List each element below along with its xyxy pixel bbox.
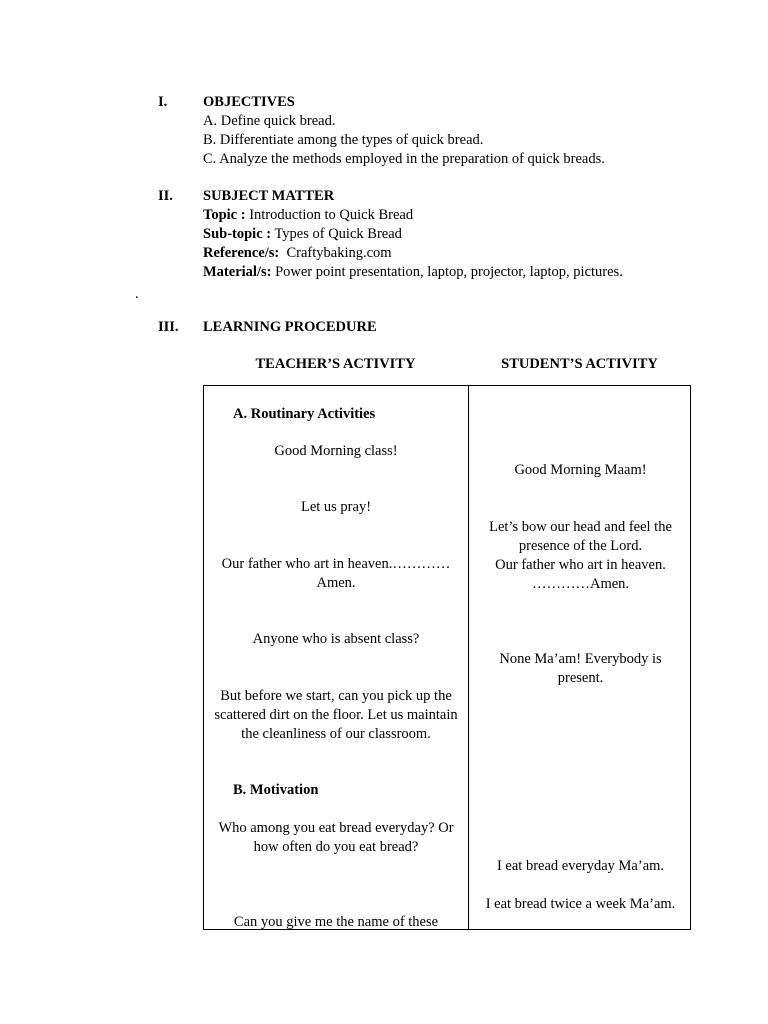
student-line: I eat bread everyday Ma’am.: [496, 858, 665, 874]
section-a-heading: A. Routinary Activities: [233, 406, 376, 422]
teacher-line: Good Morning class!: [274, 443, 398, 459]
section-b-heading: B. Motivation: [233, 782, 319, 798]
subject-row-reference: [203, 244, 392, 263]
teacher-line: Who among you eat bread everyday? Or how often do you eat bread?: [218, 820, 454, 855]
objective-item: A. Define quick bread.: [203, 113, 336, 129]
student-activity-header: STUDENT’S ACTIVITY: [501, 356, 658, 372]
materials-value: Power point presentation, laptop, projector, laptop, pictures.: [271, 264, 623, 280]
student-line: I eat bread twice a week Ma’am.: [485, 896, 676, 912]
materials-label: Material/s:: [203, 264, 272, 280]
objectives-heading: OBJECTIVES: [203, 94, 295, 110]
activity-table: [203, 385, 691, 930]
teacher-line: But before we start, can you pick up the scattered dirt on the floor. Let us maintain the cleanliness of our classroom.: [214, 688, 458, 742]
subject-row-materials: [203, 263, 623, 282]
objective-item: C. Analyze the methods employed in the preparation of quick breads.: [203, 151, 605, 167]
teacher-line: Anyone who is absent class?: [252, 631, 420, 647]
section-numeral-procedure: III.: [158, 319, 179, 335]
subject-row-topic: [203, 206, 413, 225]
topic-label: Topic :: [203, 207, 246, 223]
teacher-line: Our father who art in heaven.………… Amen.: [221, 556, 451, 591]
subject-row-subtopic: [203, 225, 402, 244]
section-numeral-subject-matter: II.: [158, 188, 173, 204]
stray-mark: .: [135, 286, 139, 302]
teacher-activity-header: TEACHER’S ACTIVITY: [255, 356, 416, 372]
subject-matter-heading: SUBJECT MATTER: [203, 188, 335, 204]
subtopic-value: Types of Quick Bread: [271, 226, 402, 242]
student-line: Good Morning Maam!: [514, 462, 647, 478]
teacher-line: Let us pray!: [300, 499, 372, 515]
reference-label: Reference/s:: [203, 245, 280, 261]
topic-value: Introduction to Quick Bread: [245, 207, 414, 223]
teacher-line: Can you give me the name of these: [233, 914, 439, 930]
procedure-heading: LEARNING PROCEDURE: [203, 319, 377, 335]
student-line: None Ma’am! Everybody is present.: [499, 651, 662, 686]
student-line: Let’s bow our head and feel the presence of the Lord.: [489, 519, 672, 554]
section-numeral-objectives: I.: [158, 94, 168, 110]
student-line: Our father who art in heaven. …………Amen.: [495, 557, 666, 592]
reference-value: Craftybaking.com: [279, 245, 392, 261]
objective-item: B. Differentiate among the types of quick bread.: [203, 132, 484, 148]
subtopic-label: Sub-topic :: [203, 226, 272, 242]
